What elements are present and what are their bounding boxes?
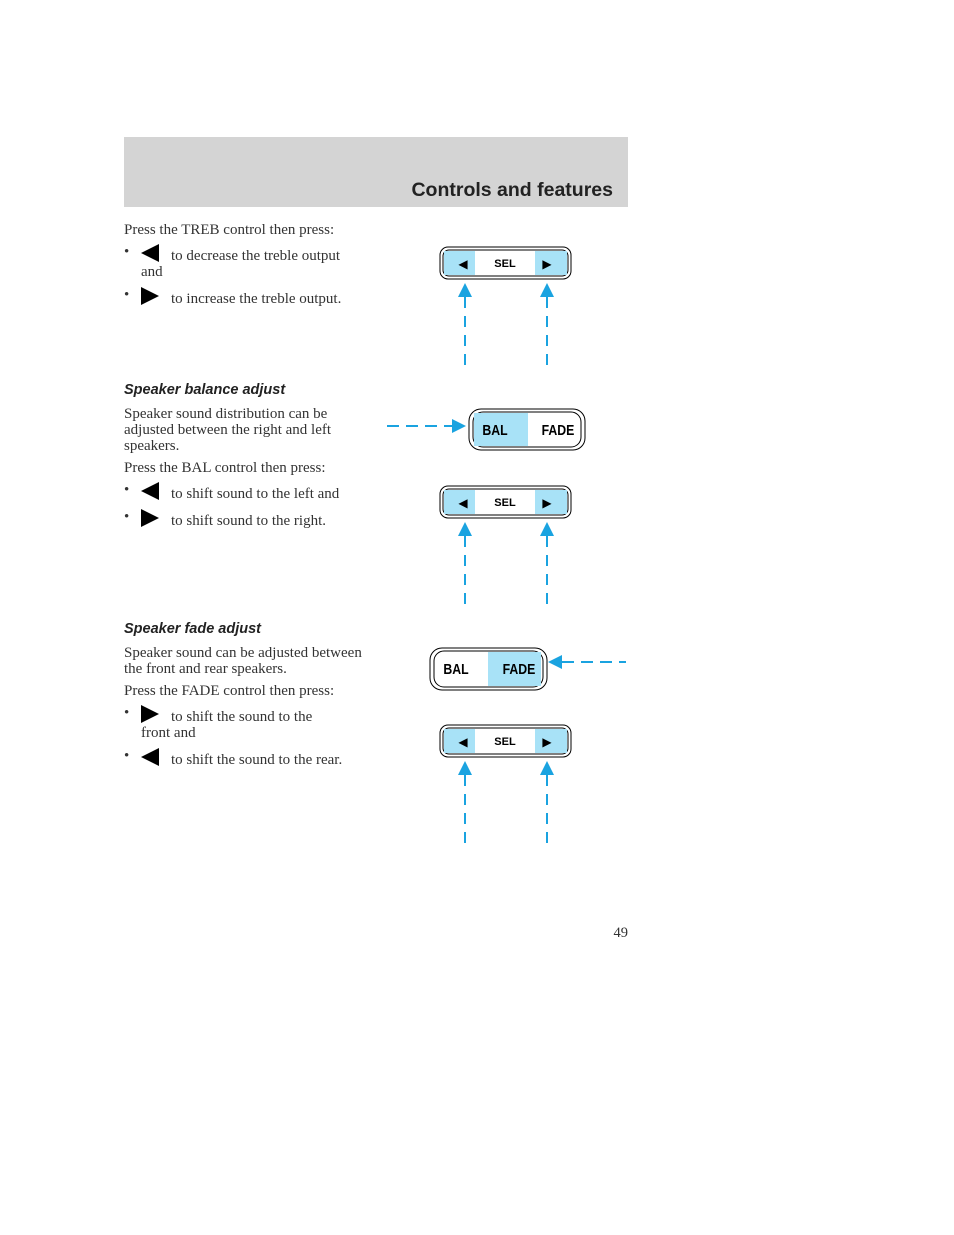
seek-left-icon: ◀ xyxy=(458,496,468,510)
bullet-text: to shift the sound to the rear. xyxy=(171,752,343,768)
balance-section xyxy=(124,406,379,536)
sel-control xyxy=(440,486,571,518)
bullet-dot: • xyxy=(124,482,130,498)
treble-section xyxy=(124,222,379,314)
header-band xyxy=(124,137,628,207)
up-arrow-icon xyxy=(540,761,554,849)
list-item xyxy=(124,748,379,768)
balance-heading: Speaker balance adjust xyxy=(124,382,286,398)
bullet-text: to shift sound to the left and xyxy=(171,486,340,502)
sel-label: SEL xyxy=(494,497,516,509)
bal-fade-control xyxy=(469,409,585,450)
bullet-dot: • xyxy=(124,287,130,303)
bullet-text: to shift sound to the right. xyxy=(171,513,326,529)
seek-right-icon: ▶ xyxy=(542,496,552,510)
left-arrow-icon xyxy=(141,748,159,766)
sel-control xyxy=(440,247,571,279)
list-item xyxy=(124,509,379,529)
balance-description: Speaker sound distribution can be adjusted between the right and left speakers. xyxy=(124,406,332,454)
balance-sel-diagram xyxy=(430,479,590,619)
right-pointer-arrow-icon xyxy=(387,419,466,433)
up-arrow-icon xyxy=(540,283,554,371)
fade-bal-diagram xyxy=(425,643,630,695)
fade-label: FADE xyxy=(541,421,575,439)
fade-heading: Speaker fade adjust xyxy=(124,621,261,637)
fade-bullets xyxy=(124,705,379,768)
right-arrow-icon xyxy=(141,287,159,305)
left-arrow-icon xyxy=(141,244,159,262)
up-arrow-icon xyxy=(458,283,472,371)
bullet-dot: • xyxy=(124,509,130,525)
fade-label: FADE xyxy=(502,660,536,678)
balance-bullets xyxy=(124,482,379,529)
page-number: 49 xyxy=(613,925,628,941)
balance-instruction: Press the BAL control then press: xyxy=(124,460,326,476)
sel-label: SEL xyxy=(494,258,516,270)
treble-intro: Press the TREB control then press: xyxy=(124,222,335,238)
fade-sel-diagram xyxy=(430,718,590,858)
up-arrow-icon xyxy=(458,522,472,610)
list-item xyxy=(124,244,379,280)
fade-instruction: Press the FADE control then press: xyxy=(124,683,335,699)
bullet-text-cont: and xyxy=(141,264,163,280)
left-arrow-icon xyxy=(141,482,159,500)
bal-fade-diagram xyxy=(380,404,590,454)
up-arrow-icon xyxy=(458,761,472,849)
list-item xyxy=(124,705,379,741)
right-arrow-icon xyxy=(141,509,159,527)
up-arrow-icon xyxy=(540,522,554,610)
list-item xyxy=(124,482,379,502)
sel-label: SEL xyxy=(494,736,516,748)
seek-left-icon: ◀ xyxy=(458,257,468,271)
bullet-dot: • xyxy=(124,705,130,721)
treble-bullets xyxy=(124,244,379,307)
bullet-text: to shift the sound to the xyxy=(171,709,313,725)
bullet-dot: • xyxy=(124,244,130,260)
bullet-text-cont: front and xyxy=(141,725,196,741)
seek-right-icon: ▶ xyxy=(542,257,552,271)
bal-label: BAL xyxy=(482,421,508,439)
list-item xyxy=(124,287,379,307)
bullet-text: to increase the treble output. xyxy=(171,291,342,307)
fade-description: Speaker sound can be adjusted between the front and rear speakers. xyxy=(124,645,362,677)
bal-fade-control xyxy=(430,648,547,690)
seek-right-icon: ▶ xyxy=(542,735,552,749)
sel-control xyxy=(440,725,571,757)
bullet-text: to decrease the treble output xyxy=(171,248,341,264)
bal-label: BAL xyxy=(443,660,469,678)
seek-left-icon: ◀ xyxy=(458,735,468,749)
left-pointer-arrow-icon xyxy=(548,655,626,669)
right-arrow-icon xyxy=(141,705,159,723)
page-title: Controls and features xyxy=(411,179,613,201)
treble-sel-diagram xyxy=(430,240,590,380)
bullet-dot: • xyxy=(124,748,130,764)
fade-section xyxy=(124,645,379,775)
